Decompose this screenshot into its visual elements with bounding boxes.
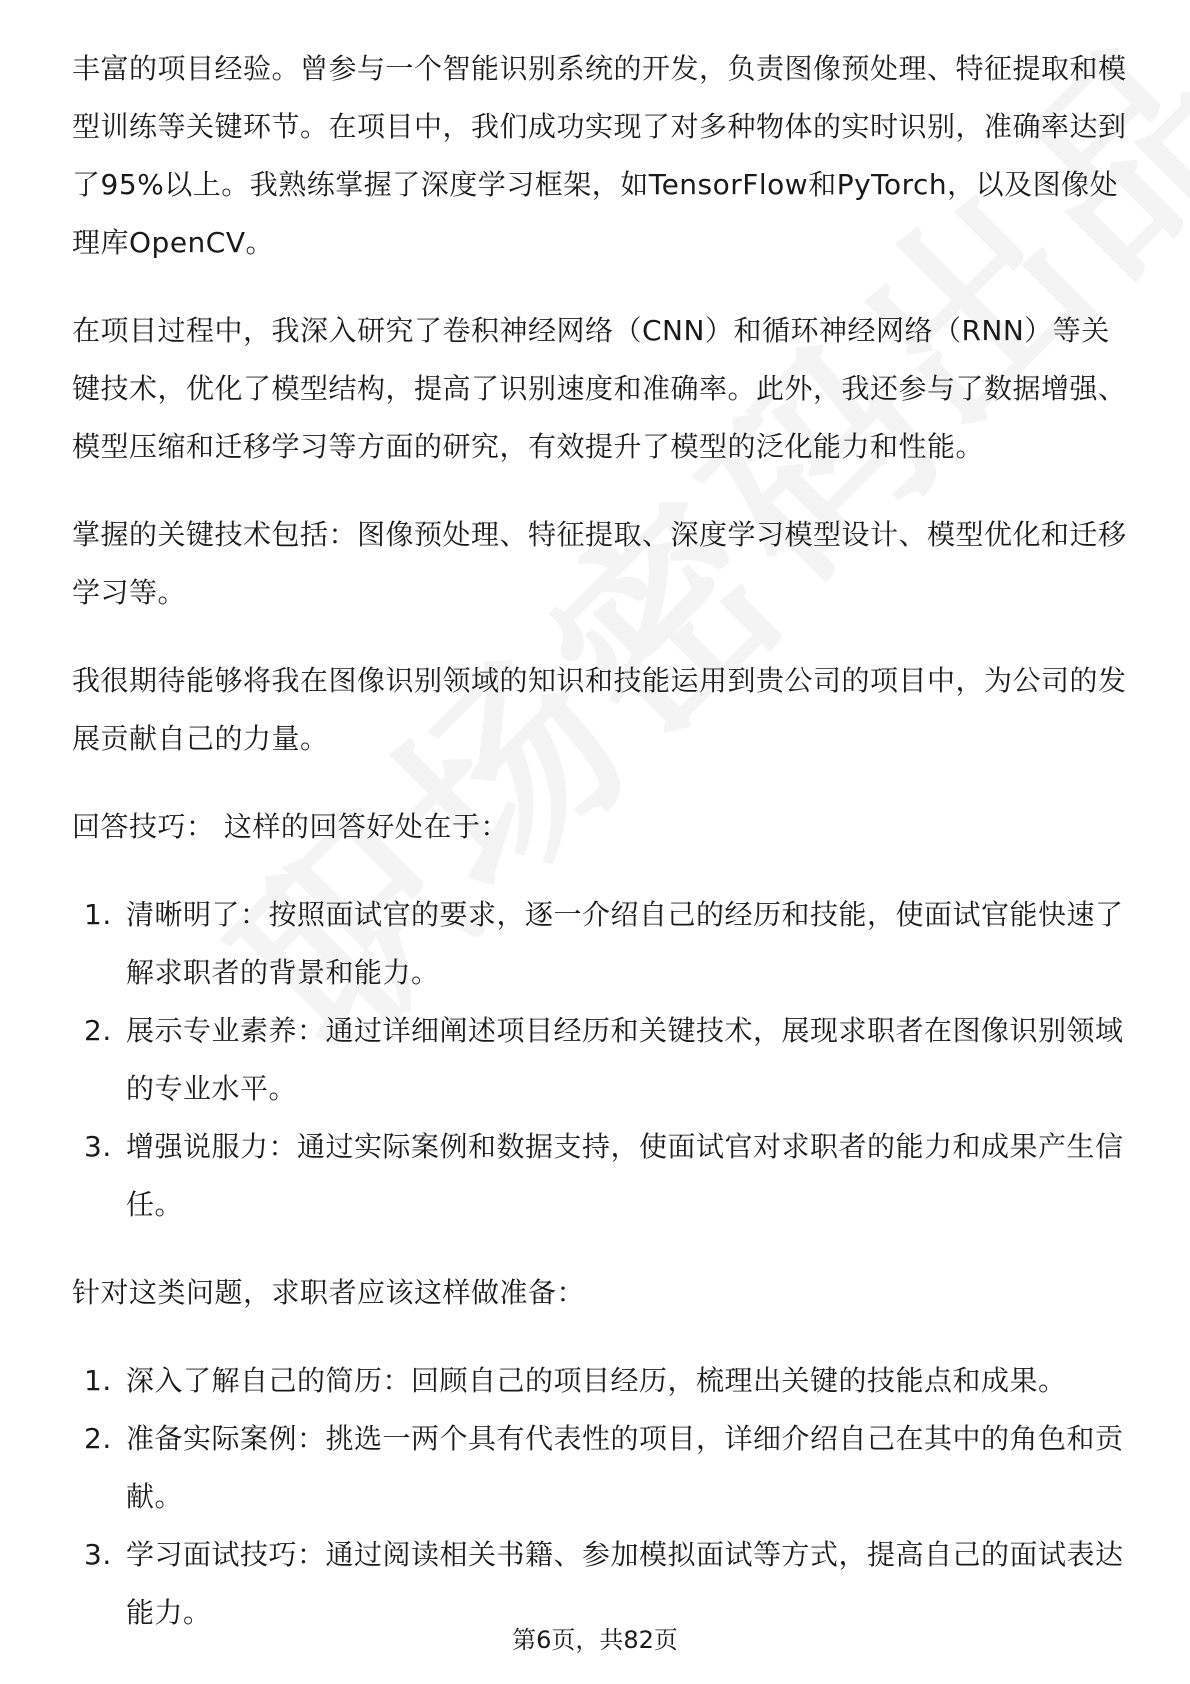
list-number: 2. bbox=[84, 1014, 112, 1047]
list-item bbox=[72, 1410, 1132, 1526]
preparation-list bbox=[72, 1352, 1132, 1642]
paragraph-expectation: 我很期待能够将我在图像识别领域的知识和技能运用到贵公司的项目中，为公司的发展贡献自己的力量。 bbox=[72, 664, 1127, 755]
list-item-text: 深入了解自己的简历：回顾自己的项目经历，梳理出关键的技能点和成果。 bbox=[126, 1364, 1067, 1397]
paragraph-research: 在项目过程中，我深入研究了卷积神经网络（CNN）和循环神经网络（RNN）等关键技术，优化了模型结构，提高了识别速度和准确率。此外，我还参与了数据增强、模型压缩和迁移学习等方面的研究，有效提升了模型的泛化能力和性能。 bbox=[72, 314, 1127, 463]
list-item-text: 学习面试技巧：通过阅读相关书籍、参加模拟面试等方式，提高自己的面试表达能力。 bbox=[126, 1538, 1124, 1629]
list-item bbox=[72, 1002, 1132, 1118]
list-number: 1. bbox=[84, 1364, 112, 1397]
list-number: 3. bbox=[84, 1538, 112, 1571]
page-number-footer: 第6页，共82页 bbox=[512, 1626, 678, 1654]
list-item-text: 增强说服力：通过实际案例和数据支持，使面试官对求职者的能力和成果产生信任。 bbox=[126, 1130, 1124, 1221]
paragraph-preparation: 针对这类问题，求职者应该这样做准备： bbox=[72, 1276, 586, 1309]
list-item-text: 准备实际案例：挑选一两个具有代表性的项目，详细介绍自己在其中的角色和贡献。 bbox=[126, 1422, 1124, 1513]
list-number: 1. bbox=[84, 898, 112, 931]
list-number: 3. bbox=[84, 1130, 112, 1163]
list-item bbox=[72, 886, 1132, 1002]
list-item-text: 清晰明了：按照面试官的要求，逐一介绍自己的经历和技能，使面试官能快速了解求职者的背景和能力。 bbox=[126, 898, 1124, 989]
paragraph-answer-tips: 回答技巧： 这样的回答好处在于： bbox=[72, 810, 509, 843]
paragraph-project-experience: 丰富的项目经验。曾参与一个智能识别系统的开发，负责图像预处理、特征提取和模型训练等关键环节。在项目中，我们成功实现了对多种物体的实时识别，准确率达到了95%以上。我熟练掌握了深度学习框架，如TensorFlow和PyTorch，以及图像处理库OpenCV。 bbox=[72, 52, 1127, 259]
list-item bbox=[72, 1352, 1132, 1410]
list-item-text: 展示专业素养：通过详细阐述项目经历和关键技术，展现求职者在图像识别领域的专业水平。 bbox=[126, 1014, 1124, 1105]
list-number: 2. bbox=[84, 1422, 112, 1455]
page-content bbox=[72, 40, 1132, 1672]
list-item bbox=[72, 1118, 1132, 1234]
paragraph-key-tech: 掌握的关键技术包括：图像预处理、特征提取、深度学习模型设计、模型优化和迁移学习等。 bbox=[72, 518, 1127, 609]
answer-benefits-list bbox=[72, 886, 1132, 1234]
